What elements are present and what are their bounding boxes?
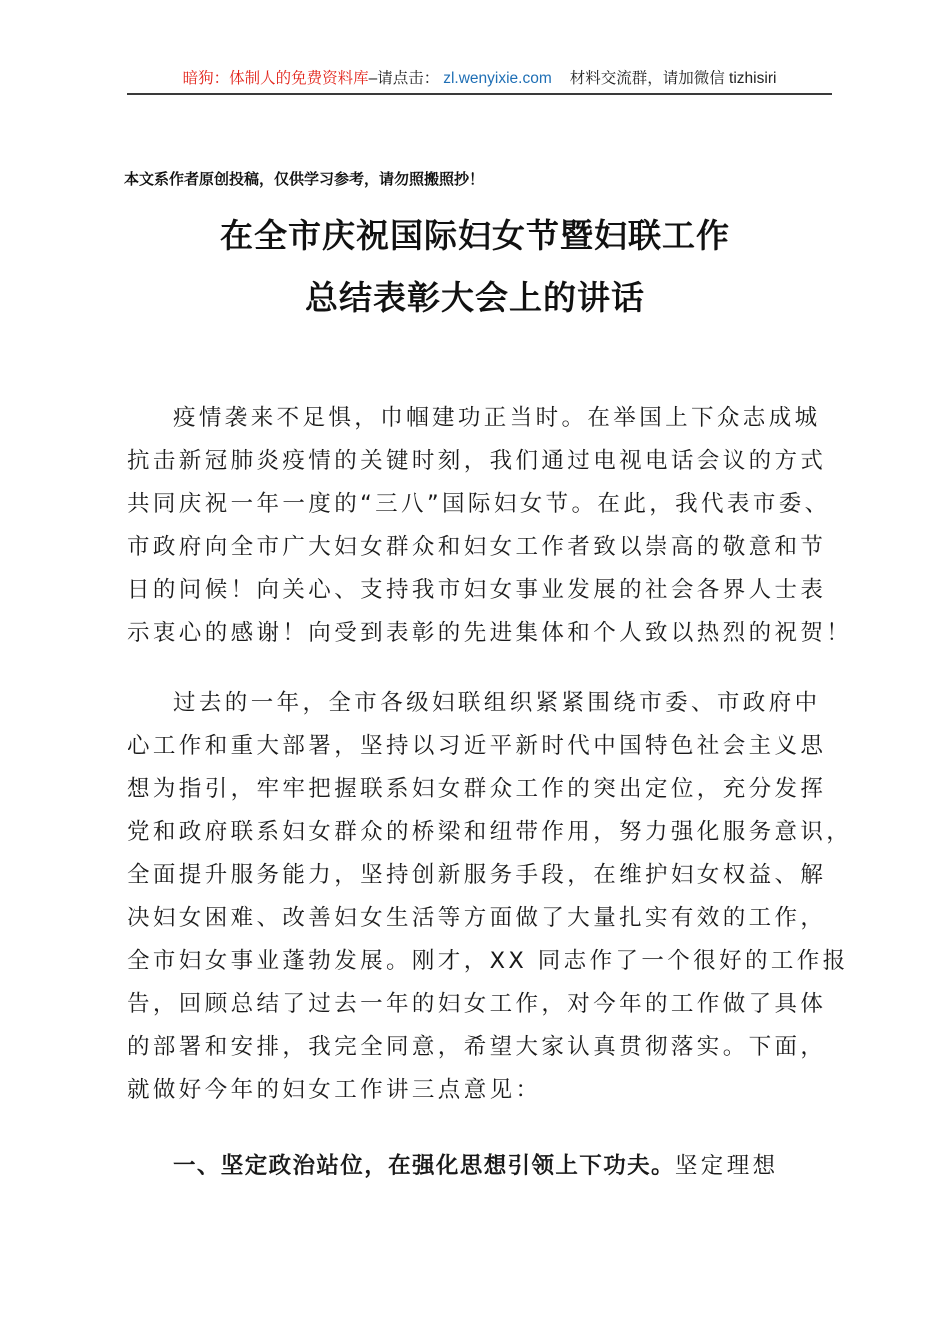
paragraph-line: 全市妇女事业蓬勃发展。刚才，XX 同志作了一个很好的工作报 xyxy=(127,948,849,974)
paragraph-line: 示衷心的感谢！向受到表彰的先进集体和个人致以热烈的祝贺！ xyxy=(127,620,853,646)
paragraph-line: 告，回顾总结了过去一年的妇女工作，对今年的工作做了具体 xyxy=(127,991,827,1017)
copyright-notice: 本文系作者原创投稿，仅供学习参考，请勿照搬照抄！ xyxy=(124,170,485,188)
paragraph-line: 决妇女困难、改善妇女生活等方面做了大量扎实有效的工作， xyxy=(127,905,827,931)
header-brand-text: 暗狗：体制人的免费资料库 xyxy=(182,70,369,87)
paragraph-line: 过去的一年，全市各级妇联组织紧紧围绕市委、市政府中 xyxy=(173,690,821,716)
paragraph-line: 共同庆祝一年一度的“三八”国际妇女节。在此，我代表市委、 xyxy=(127,491,831,517)
section-heading-continuation: 坚定理想 xyxy=(674,1153,779,1179)
document-title-line-2: 总结表彰大会上的讲话 xyxy=(305,278,645,317)
paragraph-line: 想为指引，牢牢把握联系妇女群众工作的突出定位，充分发挥 xyxy=(127,776,827,802)
header-divider xyxy=(127,93,832,95)
paragraph-line: 抗击新冠肺炎疫情的关键时刻，我们通过电视电话会议的方式 xyxy=(127,448,827,474)
page-header xyxy=(127,68,832,90)
header-prompt-text: –请点击： xyxy=(368,70,440,87)
section-heading-1 xyxy=(173,1150,779,1182)
paragraph-line: 心工作和重大部署，坚持以习近平新时代中国特色社会主义思 xyxy=(127,733,827,759)
paragraph-line: 就做好今年的妇女工作讲三点意见： xyxy=(127,1077,542,1103)
document-title-line-1: 在全市庆祝国际妇女节暨妇联工作 xyxy=(220,216,730,255)
paragraph-line: 市政府向全市广大妇女群众和妇女工作者致以崇高的敬意和节 xyxy=(127,534,827,560)
header-contact-text: 材料交流群，请加微信 tizhisiri xyxy=(569,70,777,87)
header-website-link[interactable]: zl.wenyixie.com xyxy=(443,70,552,87)
section-heading-bold-text: 一、坚定政治站位，在强化思想引领上下功夫。 xyxy=(173,1153,675,1179)
paragraph-line: 的部署和安排，我完全同意，希望大家认真贯彻落实。下面， xyxy=(127,1034,827,1060)
paragraph-line: 疫情袭来不足惧，巾帼建功正当时。在举国上下众志成城 xyxy=(173,405,821,431)
paragraph-line: 全面提升服务能力，坚持创新服务手段，在维护妇女权益、解 xyxy=(127,862,827,888)
paragraph-line: 日的问候！向关心、支持我市妇女事业发展的社会各界人士表 xyxy=(127,577,827,603)
paragraph-line: 党和政府联系妇女群众的桥梁和纽带作用，努力强化服务意识， xyxy=(127,819,853,845)
